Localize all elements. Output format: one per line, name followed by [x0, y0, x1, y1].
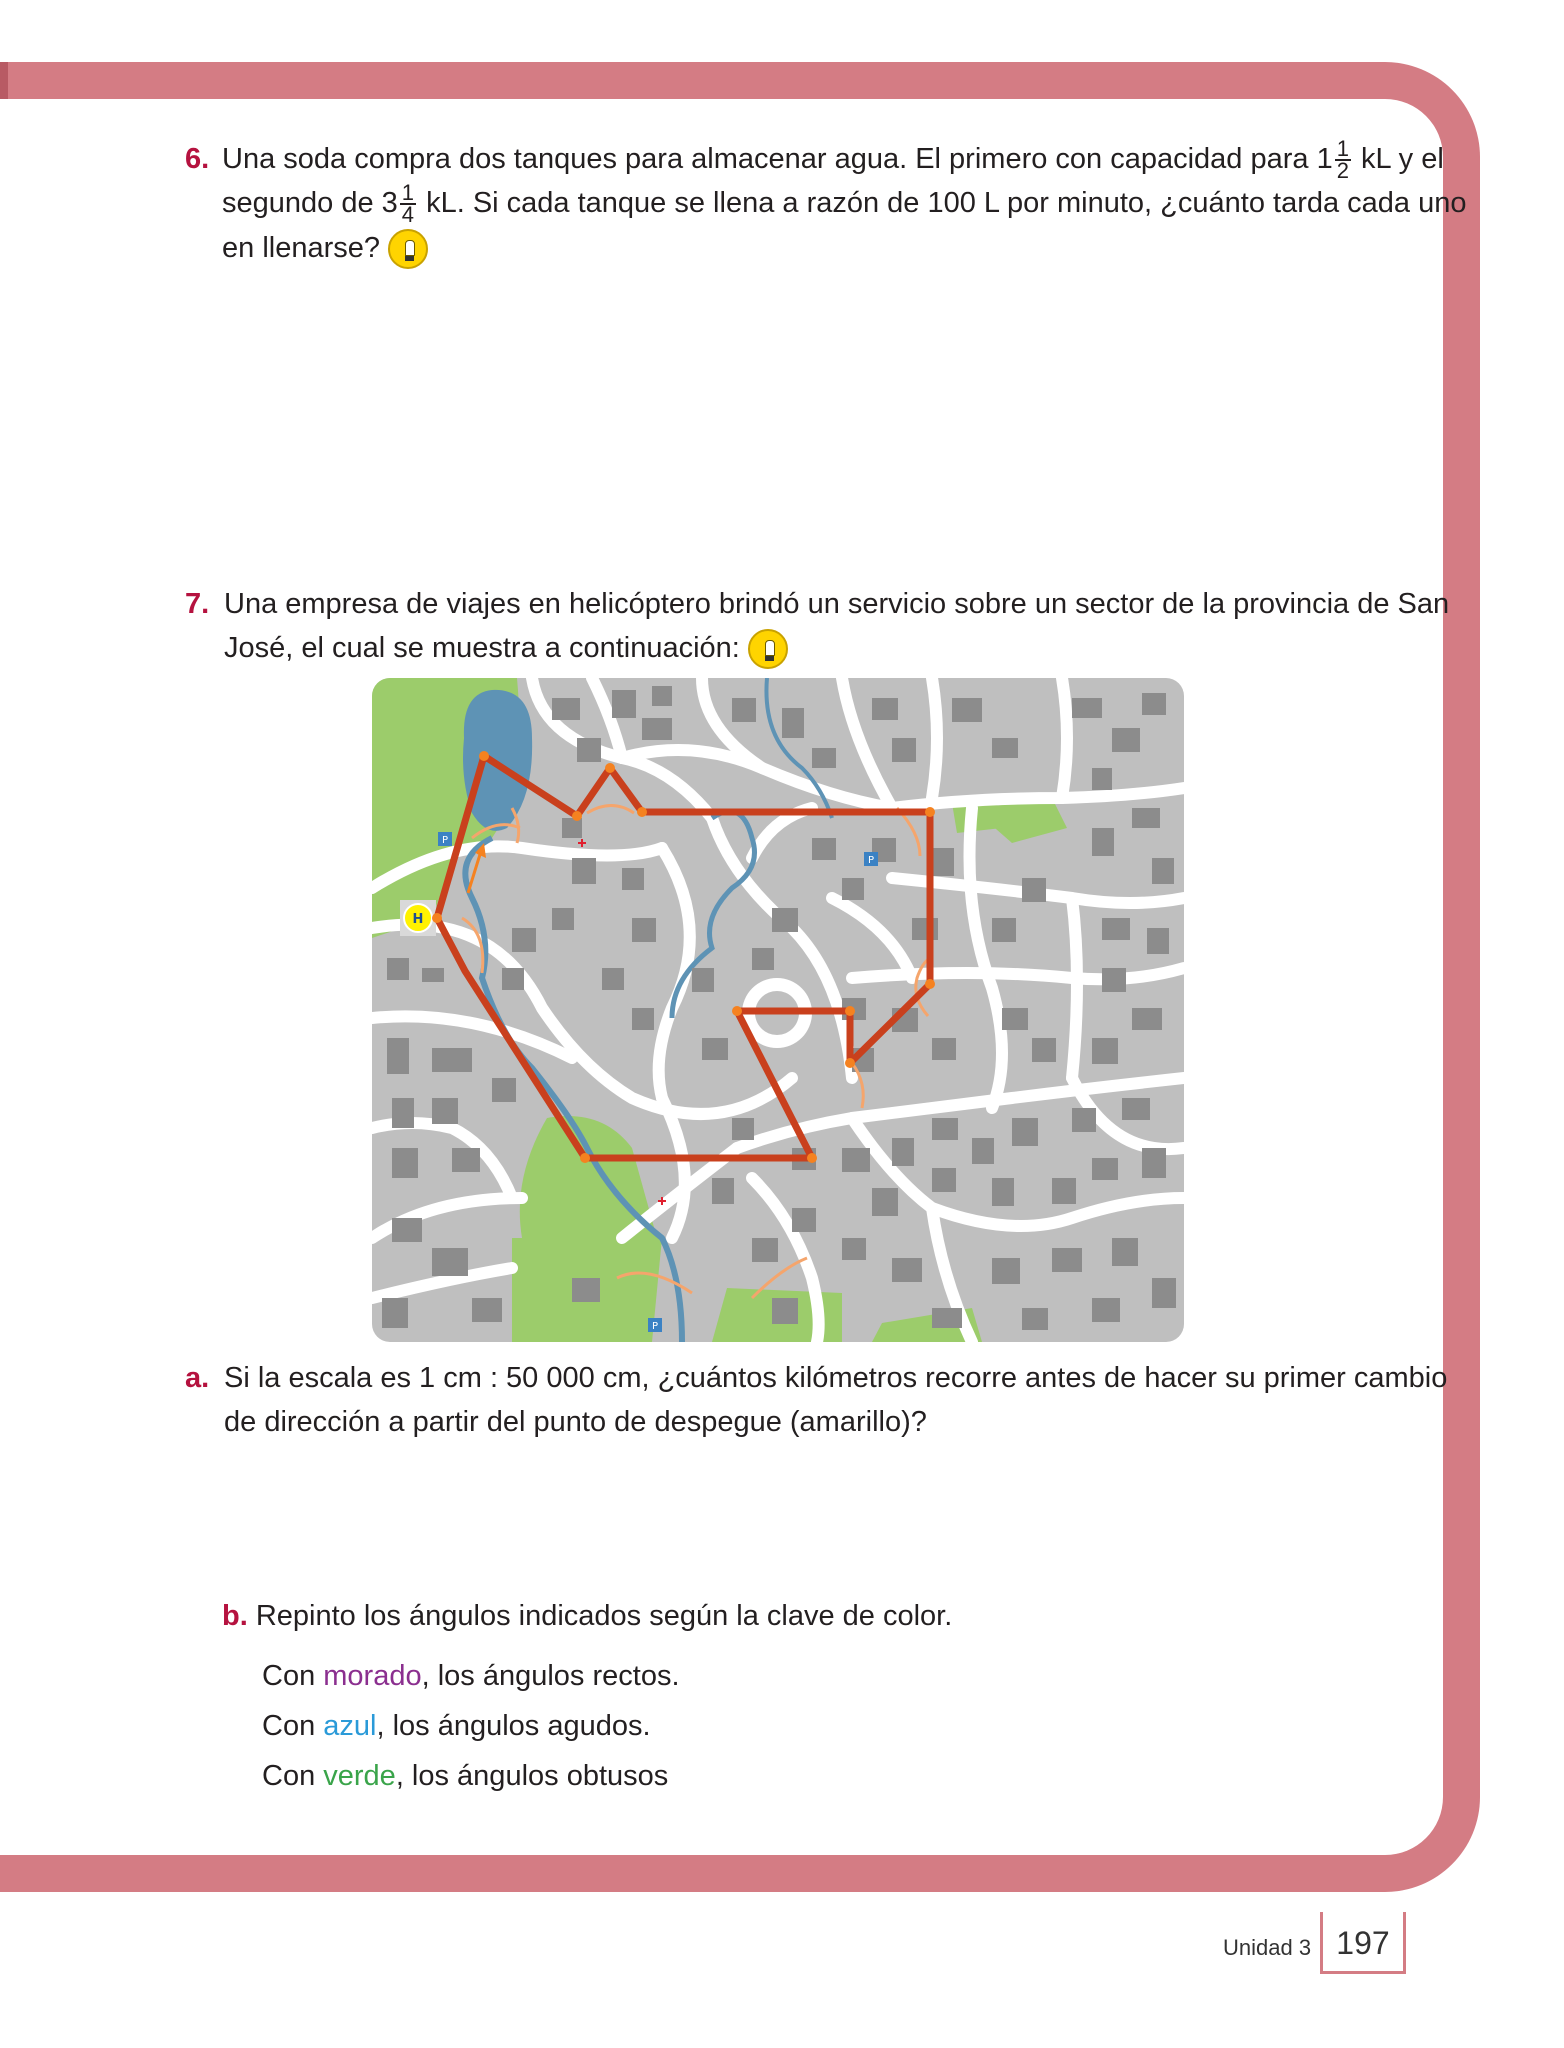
- parking-label: P: [441, 835, 449, 846]
- question-b: [222, 1600, 952, 1633]
- question-b-text: Repinto los ángulos indicados según la clave de color.: [255, 1600, 953, 1632]
- lightbulb-hint-icon[interactable]: [748, 629, 788, 669]
- key-color-word: verde: [323, 1760, 396, 1792]
- heliport-icon: [400, 900, 436, 936]
- fraction-denominator: 4: [401, 202, 415, 228]
- problem-6-text: en llenarse?: [222, 232, 380, 264]
- key-prefix: Con: [262, 1710, 324, 1742]
- problem-6-number: 6.: [185, 143, 210, 175]
- question-a-line-2: de dirección a partir del punto de despegue (amarillo)?: [224, 1406, 927, 1438]
- question-a-line-1: Si la escala es 1 cm : 50 000 cm, ¿cuántos kilómetros recorre antes de hacer su primer cambio: [224, 1362, 1448, 1394]
- key-prefix: Con: [262, 1760, 324, 1792]
- parking-sign-icon: [438, 832, 452, 846]
- fraction: [400, 180, 416, 228]
- key-suffix: , los ángulos rectos.: [421, 1660, 680, 1692]
- problem-7-line-1: Una empresa de viajes en helicóptero brindó un servicio sobre un sector de la provincia de San: [224, 588, 1450, 620]
- problem-7-text: José, el cual se muestra a continuación:: [224, 632, 740, 664]
- key-prefix: Con: [262, 1660, 324, 1692]
- key-color-word: azul: [323, 1710, 377, 1742]
- fraction-numerator: 1: [401, 180, 415, 206]
- footer-unit: Unidad 3: [1223, 1935, 1312, 1960]
- problem-6-text: Una soda compra dos tanques para almacenar agua. El primero con capacidad para 1: [222, 143, 1333, 175]
- color-key-verde: [262, 1760, 668, 1793]
- problem-6-text: kL. Si cada tanque se llena a razón de 100 L por minuto, ¿cuánto tarda cada uno: [418, 187, 1467, 219]
- key-suffix: , los ángulos agudos.: [376, 1710, 651, 1742]
- question-a-label: a.: [185, 1362, 210, 1394]
- problem-6-text: segundo de 3: [222, 187, 398, 219]
- key-suffix: , los ángulos obtusos: [395, 1760, 669, 1792]
- parking-label: P: [651, 1321, 659, 1332]
- color-key-morado: [262, 1660, 680, 1693]
- problem-6-line-2: [222, 180, 1467, 228]
- color-key-azul: [262, 1710, 651, 1743]
- frame-left-cap: [0, 62, 8, 99]
- fraction: [1335, 136, 1351, 184]
- lightbulb-hint-icon[interactable]: [388, 229, 428, 269]
- page-number: 197: [1320, 1912, 1406, 1974]
- question-b-label: b.: [222, 1600, 248, 1632]
- city-map-svg: [372, 678, 1184, 1342]
- key-color-word: morado: [323, 1660, 422, 1692]
- parking-sign-icon: [864, 852, 878, 866]
- parking-label: P: [867, 855, 875, 866]
- problem-6-line-3: [222, 226, 428, 270]
- problem-6-text: kL y el: [1352, 143, 1444, 175]
- city-map: [372, 678, 1184, 1342]
- problem-7-line-2: [224, 626, 788, 670]
- parking-sign-icon: [648, 1318, 662, 1332]
- fraction-numerator: 1: [1336, 136, 1349, 162]
- problem-7-number: 7.: [185, 588, 210, 620]
- fraction-denominator: 2: [1336, 158, 1349, 184]
- heliport-label: H: [412, 912, 424, 927]
- problem-6-line-1: [222, 136, 1444, 184]
